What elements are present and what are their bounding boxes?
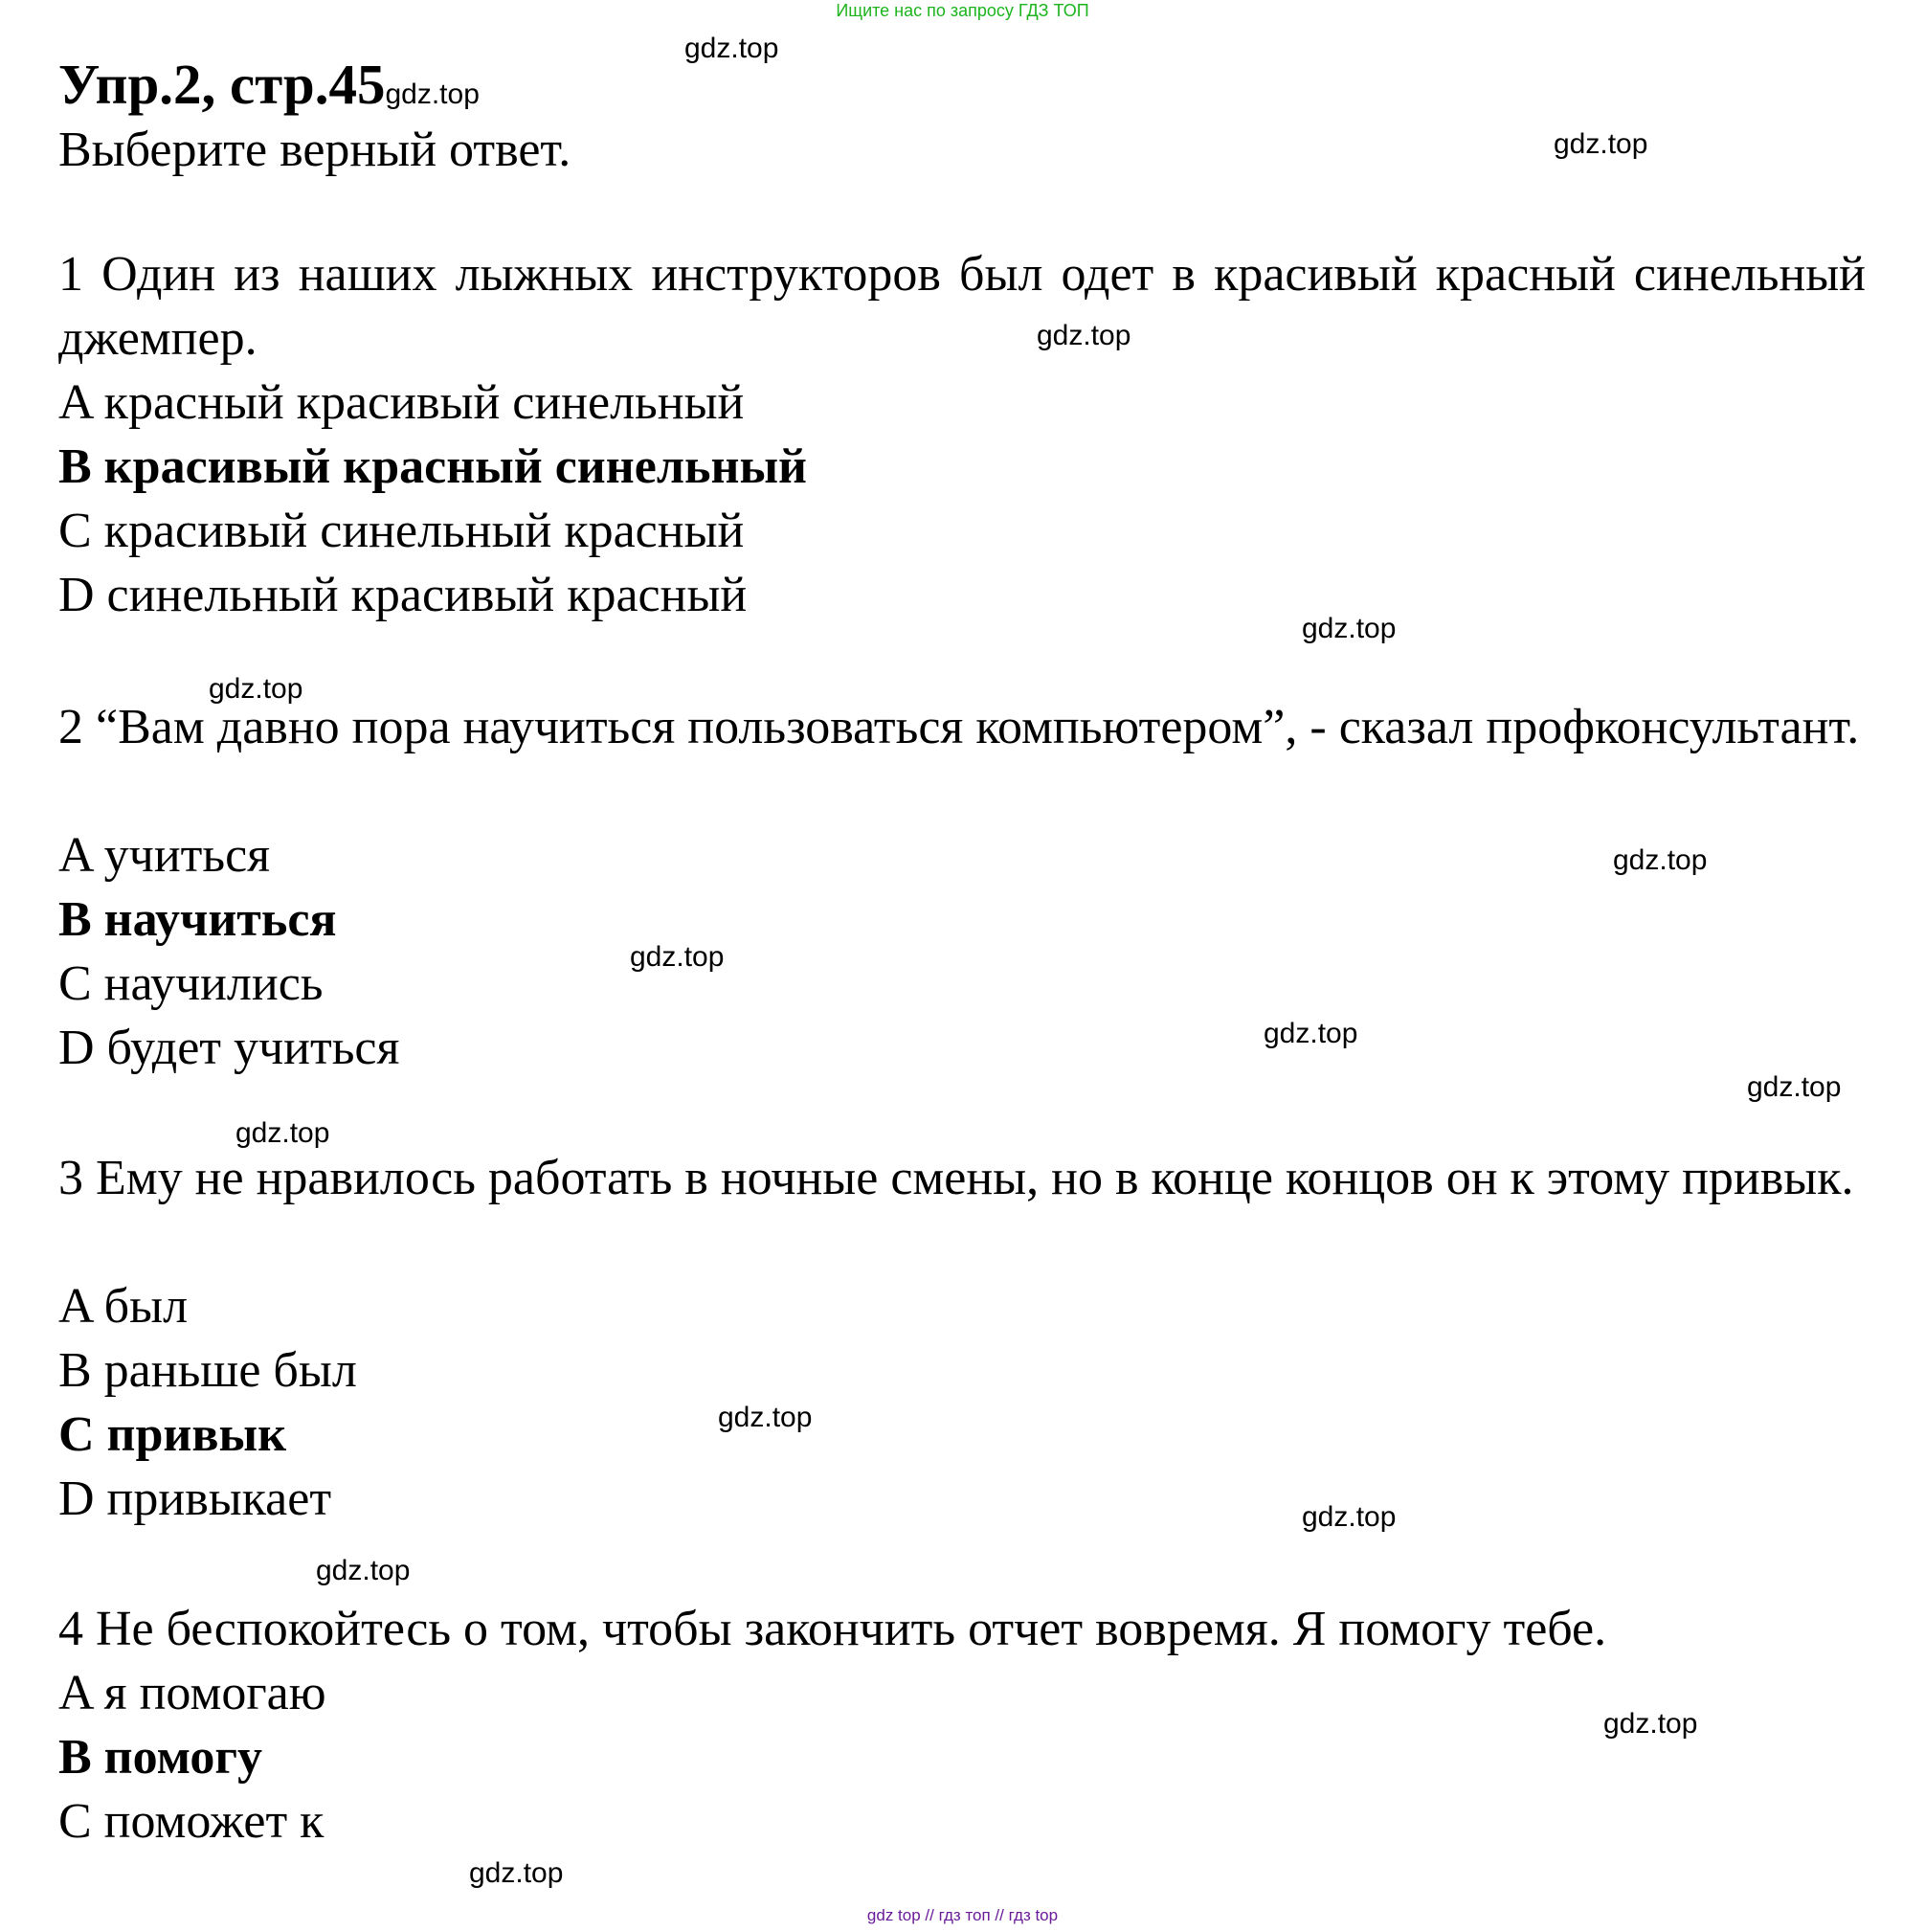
watermark: gdz.top <box>630 941 725 973</box>
watermark: gdz.top <box>1037 320 1131 351</box>
question-1-option-d: D синельный красивый красный <box>58 568 748 622</box>
question-4-options <box>58 1661 326 1853</box>
instruction-text: Выберите верный ответ. <box>58 123 571 177</box>
footer-watermark: gdz top // гдз топ // гдз top <box>866 1906 1059 1924</box>
question-2-option-c: C научились <box>58 956 324 1011</box>
watermark: gdz.top <box>1302 1501 1397 1533</box>
question-4-option-b-correct: B помогу <box>58 1730 263 1785</box>
question-3-option-b: B раньше был <box>58 1343 357 1398</box>
question-3-option-a: A был <box>58 1279 189 1334</box>
question-1-option-c: C красивый синельный красный <box>58 504 745 558</box>
question-2-option-a: A учиться <box>58 828 271 883</box>
watermark: gdz.top <box>1613 844 1708 876</box>
question-4-text: 4 Не беспокойтесь о том, чтобы закончить отчет вовремя. Я помогу тебе. <box>58 1602 1607 1656</box>
watermark: gdz.top <box>1554 128 1648 160</box>
search-banner[interactable]: Ищите нас по запросу ГДЗ ТОП <box>836 1 1089 20</box>
watermark: gdz.top <box>1603 1708 1698 1740</box>
question-2-text: 2 “Вам давно пора научиться пользоваться компьютером”, - сказал профконсультант. <box>58 700 1860 754</box>
question-2-option-d: D будет учиться <box>58 1021 400 1075</box>
question-3-option-c-correct: C привык <box>58 1407 287 1462</box>
title-text: Упр.2, стр.45 <box>58 53 386 116</box>
question-3-option-d: D привыкает <box>58 1471 332 1526</box>
watermark: gdz.top <box>1747 1071 1842 1103</box>
question-1-option-b-correct: B красивый красный синельный <box>58 439 808 494</box>
question-1-options <box>58 371 807 627</box>
watermark: gdz.top <box>718 1402 813 1433</box>
question-3-text: 3 Ему не нравилось работать в ночные смены, но в конце концов он к этому привык. <box>58 1151 1854 1205</box>
watermark: gdz.top <box>684 33 779 64</box>
watermark: gdz.top <box>235 1117 330 1149</box>
watermark: gdz.top <box>1302 613 1397 644</box>
question-4-option-a: A я помогаю <box>58 1666 326 1720</box>
watermark: gdz.top <box>209 673 303 705</box>
title-watermark: gdz.top <box>385 79 480 110</box>
question-3-options <box>58 1274 357 1531</box>
question-2-option-b-correct: B научиться <box>58 892 337 947</box>
question-1-option-a: A красный красивый синельный <box>58 375 745 430</box>
question-1-text: 1 Один из наших лыжных инструкторов был одет в красивый красный синельный джемпер. <box>58 247 1866 366</box>
watermark: gdz.top <box>1264 1018 1358 1049</box>
watermark: gdz.top <box>316 1555 411 1586</box>
question-2-options <box>58 823 399 1080</box>
question-4-option-c: C поможет к <box>58 1794 325 1849</box>
watermark: gdz.top <box>469 1857 564 1889</box>
